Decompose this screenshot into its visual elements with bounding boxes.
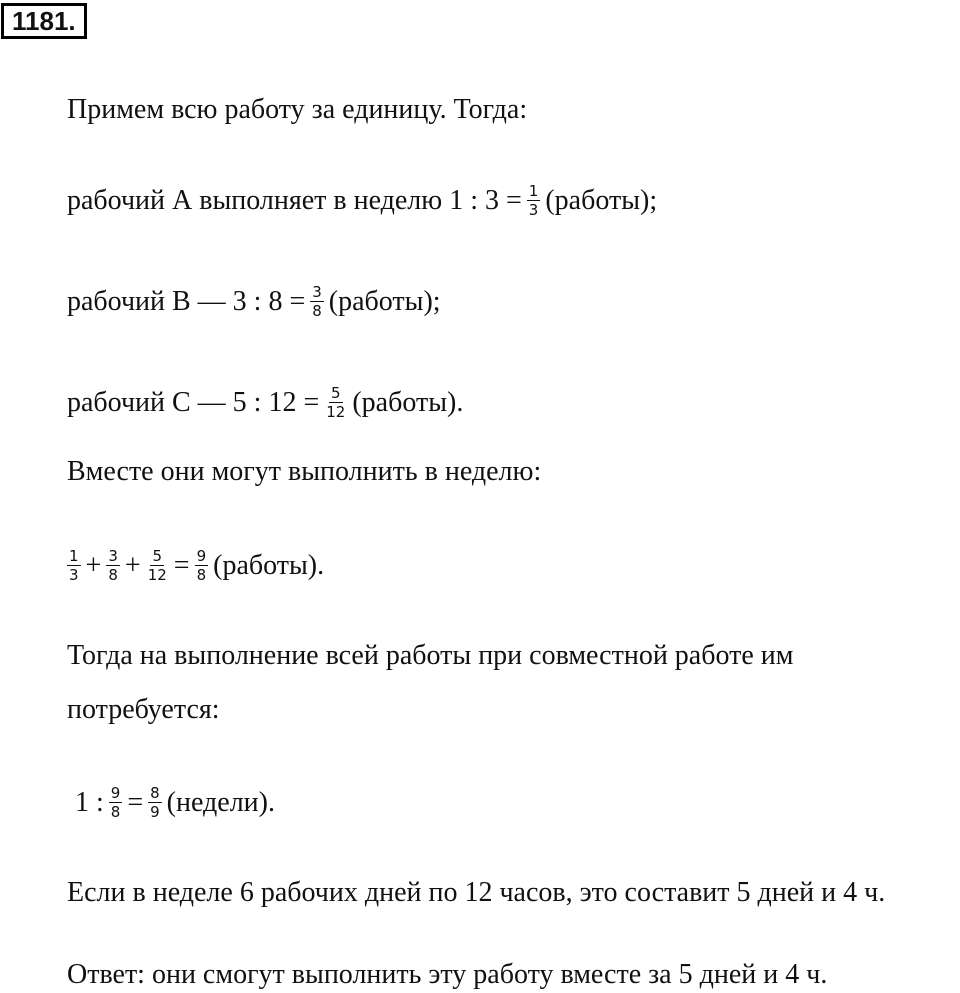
fraction-denominator: 8 (196, 566, 207, 584)
then-line-2 (67, 692, 220, 728)
fraction-denominator: 8 (312, 302, 322, 320)
division-suffix: (недели). (166, 786, 275, 818)
division-prefix: 1 : (75, 786, 104, 818)
division-line (75, 784, 275, 821)
then-line-1 (67, 638, 793, 674)
answer-text: Ответ: они смогут выполнить эту работу вместе за 5 дней и 4 ч. (67, 959, 828, 990)
worker-b-line (67, 283, 441, 320)
equals-sign: = (127, 786, 144, 818)
fraction-denominator: 8 (108, 566, 118, 584)
plus-operator: + (124, 549, 141, 581)
together-line (67, 454, 541, 490)
sum-fraction-2 (106, 547, 120, 584)
problem-number: 1181. (1, 3, 87, 39)
division-result-fraction (148, 784, 162, 821)
sum-line (67, 547, 324, 584)
fraction-numerator: 9 (196, 547, 207, 565)
fraction-numerator: 3 (108, 547, 118, 565)
intro-line (67, 92, 527, 128)
worker-a-suffix: (работы); (545, 184, 658, 216)
sum-fraction-1 (67, 547, 81, 584)
sum-result-fraction (195, 547, 209, 584)
fraction-denominator: 12 (147, 566, 167, 584)
answer-line (67, 957, 827, 993)
fraction-denominator: 3 (69, 566, 79, 584)
fraction-denominator: 9 (150, 803, 160, 821)
fraction-numerator: 5 (152, 547, 162, 565)
worker-a-fraction (527, 182, 541, 219)
then-text-2: потребуется: (67, 694, 220, 725)
worker-c-suffix: (работы). (352, 386, 464, 418)
fraction-numerator: 1 (69, 547, 79, 565)
worker-a-prefix: рабочий А выполняет в неделю 1 : 3 = (67, 184, 522, 216)
fraction-denominator: 3 (528, 201, 539, 219)
fraction-numerator: 1 (528, 182, 539, 200)
worker-b-fraction (310, 283, 324, 320)
fraction-numerator: 3 (312, 283, 322, 301)
worker-c-line (67, 384, 463, 421)
sum-fraction-3 (146, 547, 169, 584)
worker-c-fraction (324, 384, 347, 421)
worker-c-prefix: рабочий С — 5 : 12 = (67, 386, 320, 418)
hours-text: Если в неделе 6 рабочих дней по 12 часов, это составит 5 дней и 4 ч. (67, 877, 886, 908)
division-fraction (109, 784, 123, 821)
fraction-denominator: 12 (326, 403, 346, 421)
fraction-numerator: 8 (150, 784, 160, 802)
intro-text: Примем всю работу за единицу. Тогда: (67, 94, 528, 125)
fraction-denominator: 8 (110, 803, 121, 821)
worker-a-line (67, 182, 657, 219)
equals-sign: = (173, 549, 190, 581)
worker-b-suffix: (работы); (328, 285, 441, 317)
worker-b-prefix: рабочий В — 3 : 8 = (67, 285, 306, 317)
together-text: Вместе они могут выполнить в неделю: (67, 456, 542, 487)
then-text-1: Тогда на выполнение всей работы при совместной работе им (67, 640, 794, 671)
sum-suffix: (работы). (213, 549, 325, 581)
hours-line (67, 875, 885, 911)
fraction-numerator: 5 (331, 384, 341, 402)
plus-operator: + (85, 549, 102, 581)
fraction-numerator: 9 (110, 784, 121, 802)
